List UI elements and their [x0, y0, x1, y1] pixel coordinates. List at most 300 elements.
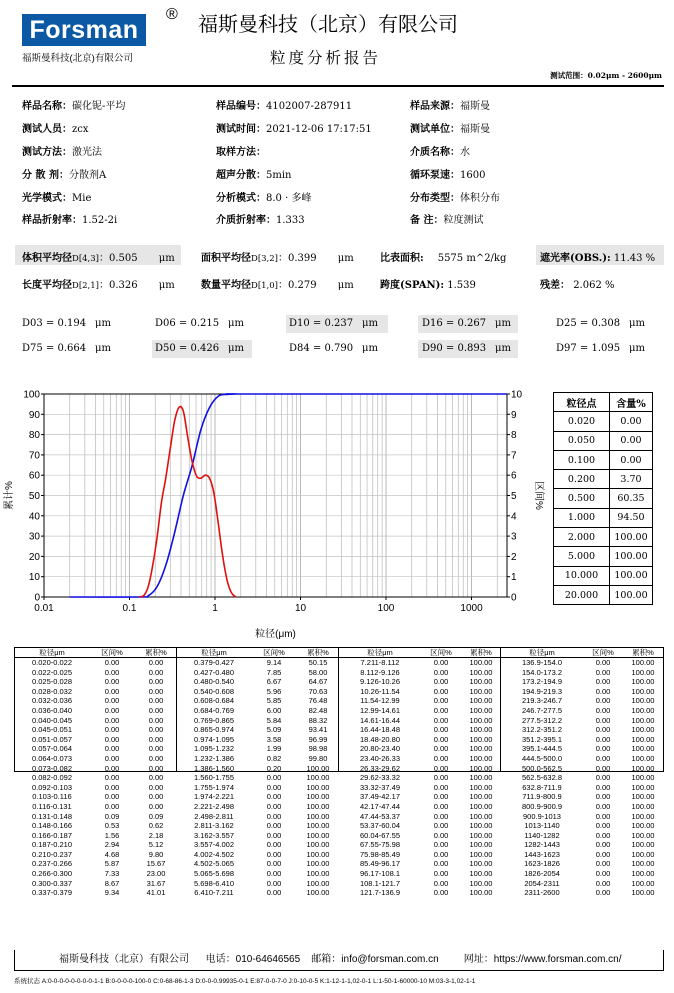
stat-residual: 残差： 2.062 %: [540, 280, 615, 291]
data-row: [339, 888, 501, 898]
x-tick-label: 1: [212, 603, 218, 614]
y-left-tick-label: 70: [28, 450, 40, 462]
data-cell: 100.00: [631, 705, 655, 715]
data-cell: 0.00: [433, 705, 449, 715]
data-cell: 0.00: [148, 753, 164, 763]
data-row: [339, 696, 501, 706]
data-row: [501, 773, 663, 783]
y-right-tick-label: 2: [511, 551, 517, 563]
data-cell: 0.974-1.095: [193, 734, 235, 744]
data-cell: 100.00: [469, 734, 493, 744]
y-axis-left-label: 累计%: [4, 481, 15, 510]
data-cell: 3.557-4.002: [193, 840, 235, 850]
data-row: [339, 668, 501, 678]
data-row: [177, 869, 339, 879]
data-row: [177, 888, 339, 898]
data-row: [339, 764, 501, 774]
data-cell: 0.00: [148, 801, 164, 811]
data-cell: 632.8-711.9: [522, 782, 562, 792]
data-cell: 0.00: [148, 734, 164, 744]
data-cell: 0.00: [266, 811, 282, 821]
info-field: 样品名称：碳化铌-平均: [22, 101, 126, 112]
data-cell: 100.00: [631, 744, 655, 754]
data-cell: 0.62: [148, 821, 164, 831]
dvalue-label: D50 = 0.426: [155, 343, 220, 354]
data-cell: 7.211-8.112: [360, 658, 400, 667]
data-cell: 0.00: [595, 753, 611, 763]
data-cell: 0.00: [148, 686, 164, 696]
data-row: [15, 687, 177, 697]
data-cell: 100.00: [631, 830, 655, 840]
data-cell: 100.00: [469, 801, 493, 811]
data-cell: 8.112-9.126: [360, 667, 400, 677]
data-cell: 0.427-0.480: [193, 667, 235, 677]
data-cell: 0.057-0.064: [31, 744, 73, 754]
data-row: [15, 754, 177, 764]
data-cell: 100.00: [469, 725, 493, 735]
data-cell: 9.126-10.26: [359, 677, 401, 687]
data-cell: 219.3-246.7: [521, 696, 563, 706]
data-row: [339, 859, 501, 869]
x-tick-label: 0.01: [34, 603, 54, 614]
data-cell: 0.09: [104, 811, 120, 821]
data-cell: 0.608-0.684: [193, 696, 235, 706]
cum-cell: 0.00: [610, 431, 653, 450]
data-row: [15, 773, 177, 783]
data-cell: 0.00: [104, 734, 120, 744]
data-cell: 277.5-312.2: [521, 715, 563, 725]
data-cell: 0.131-0.148: [31, 811, 73, 821]
data-cell: 0.00: [266, 869, 282, 879]
data-cell: 4.68: [104, 849, 120, 859]
dvalue-unit: μm: [495, 318, 511, 329]
data-cell: 0.20: [266, 763, 282, 773]
y-right-tick-label: 10: [511, 389, 523, 401]
data-cell: 5.96: [266, 686, 282, 696]
data-cell: 10.26-11.54: [360, 686, 400, 696]
y-left-tick-label: 40: [28, 511, 40, 523]
data-row: [177, 850, 339, 860]
data-cell: 14.61-16.44: [359, 715, 401, 725]
data-cell: 444.5-500.0: [521, 753, 563, 763]
data-cell: 0.00: [595, 878, 611, 888]
data-cell: 0.00: [104, 763, 120, 773]
data-cell: 100.00: [631, 753, 655, 763]
dvalue-unit: μm: [228, 343, 244, 354]
data-cell: 100.00: [631, 840, 655, 850]
data-cell: 0.00: [266, 782, 282, 792]
data-row: [501, 792, 663, 802]
data-cell: 0.00: [266, 878, 282, 888]
data-cell: 395.1-444.5: [521, 744, 563, 754]
data-cell: 0.00: [148, 696, 164, 706]
data-cell: 0.00: [104, 705, 120, 715]
data-row: [15, 735, 177, 745]
data-cell: 0.00: [266, 849, 282, 859]
data-row: [501, 725, 663, 735]
data-cell: 23.00: [146, 869, 166, 879]
data-row: [177, 687, 339, 697]
cum-row: [554, 489, 653, 508]
data-cell: 5.09: [266, 725, 282, 735]
data-cell: 26.33-29.62: [359, 763, 401, 773]
data-cell: 70.63: [308, 686, 328, 696]
cum-row: [554, 566, 653, 585]
data-row: [15, 859, 177, 869]
data-cell: 1.56: [104, 830, 120, 840]
cum-row: [554, 528, 653, 547]
data-cell: 9.34: [104, 888, 120, 898]
data-row: [501, 687, 663, 697]
data-row: [15, 821, 177, 831]
y-right-tick-label: 7: [511, 450, 517, 462]
data-cell: 100.00: [469, 840, 493, 850]
x-axis-label: 粒径(μm): [255, 629, 296, 640]
data-header: 粒径μm: [501, 648, 583, 658]
data-cell: 100.00: [306, 878, 330, 888]
dvalue-unit: μm: [629, 343, 645, 354]
cum-cell: 0.00: [610, 450, 653, 469]
data-cell: 0.00: [104, 792, 120, 802]
data-cell: 0.00: [433, 830, 449, 840]
data-row: [15, 831, 177, 841]
data-row: [501, 783, 663, 793]
cum-cell: 100.00: [610, 566, 653, 585]
data-cell: 0.00: [104, 744, 120, 754]
data-cell: 0.09: [148, 811, 164, 821]
data-cell: 173.2-194.9: [521, 677, 563, 687]
data-cell: 100.00: [469, 696, 493, 706]
data-cell: 15.67: [146, 859, 166, 869]
data-cell: 0.116-0.131: [32, 801, 72, 811]
data-cell: 100.00: [469, 686, 493, 696]
data-row: [15, 716, 177, 726]
data-cell: 11.54-12.99: [360, 696, 400, 706]
data-row: [15, 744, 177, 754]
data-row: [339, 812, 501, 822]
data-cell: 136.9-154.0: [521, 658, 563, 667]
data-cell: 20.80-23.40: [359, 744, 401, 754]
info-field: 样品折射率：1.52-2i: [22, 215, 118, 226]
data-cell: 12.99-14.61: [359, 705, 401, 715]
y-right-tick-label: 8: [511, 430, 517, 442]
data-cell: 0.00: [595, 782, 611, 792]
chart-grid: [44, 394, 507, 597]
data-cell: 5.85: [266, 696, 282, 706]
data-cell: 58.00: [308, 667, 328, 677]
data-cell: 711.9-800.9: [522, 792, 562, 802]
data-row: [15, 706, 177, 716]
cum-cell: 0.020: [554, 412, 610, 431]
data-cell: 0.092-0.103: [31, 782, 73, 792]
data-cell: 0.00: [595, 869, 611, 879]
data-cell: 0.036-0.040: [31, 705, 73, 715]
data-row: [177, 802, 339, 812]
data-row: [339, 792, 501, 802]
data-cell: 7.33: [104, 869, 120, 879]
data-cell: 31.67: [146, 878, 166, 888]
data-cell: 0.064-0.073: [31, 753, 73, 763]
registered-mark: ®: [166, 6, 178, 23]
data-cell: 312.2-351.2: [521, 725, 563, 735]
info-field: 测试单位：福斯曼: [410, 124, 490, 135]
y-right-tick-label: 3: [511, 531, 517, 543]
data-row: [15, 802, 177, 812]
data-cell: 0.00: [595, 686, 611, 696]
data-cell: 154.0-173.2: [521, 667, 563, 677]
x-tick-label: 0.1: [122, 603, 137, 614]
data-row: [15, 840, 177, 850]
data-cell: 0.00: [595, 677, 611, 687]
dvalue-label: D75 = 0.664: [22, 343, 87, 354]
data-row: [177, 668, 339, 678]
data-cell: 67.55-75.98: [359, 840, 401, 850]
info-field: 分布类型：体积分布: [410, 193, 500, 204]
data-cell: 0.00: [266, 859, 282, 869]
data-cell: 75.98-85.49: [359, 849, 401, 859]
cum-row: [554, 508, 653, 527]
data-cell: 0.480-0.540: [193, 677, 235, 687]
data-cell: 0.00: [266, 830, 282, 840]
data-block: [177, 648, 339, 898]
data-cell: 0.00: [595, 840, 611, 850]
data-cell: 0.00: [148, 658, 164, 667]
data-cell: 5.065-5.698: [193, 869, 235, 879]
data-cell: 0.00: [595, 849, 611, 859]
stat-d10: 数量平均径D[1,0]：0.279 μm: [201, 280, 354, 291]
data-cell: 0.210-0.237: [31, 849, 73, 859]
data-row: [501, 754, 663, 764]
data-cell: 98.98: [308, 744, 328, 754]
data-cell: 100.00: [306, 782, 330, 792]
cum-cell: 2.000: [554, 528, 610, 547]
data-cell: 2.498-2.811: [194, 811, 234, 821]
data-cell: 0.00: [148, 763, 164, 773]
info-field: 超声分散：5min: [216, 170, 292, 181]
data-header: 粒径μm: [15, 648, 89, 658]
data-cell: 100.00: [469, 744, 493, 754]
y-right-tick-label: 4: [511, 511, 517, 523]
data-cell: 42.17-47.44: [359, 801, 401, 811]
data-cell: 1.232-1.386: [193, 753, 235, 763]
data-cell: 1013-1140: [524, 821, 560, 831]
y-left-tick-label: 60: [28, 470, 40, 482]
data-cell: 100.00: [631, 792, 655, 802]
data-row: [339, 840, 501, 850]
dvalue-label: D90 = 0.893: [422, 343, 487, 354]
data-cell: 100.00: [631, 725, 655, 735]
data-row: [177, 879, 339, 889]
report-title: 粒度分析报告: [270, 49, 382, 67]
cum-cell: 100.00: [610, 585, 653, 604]
data-header: 区间%: [583, 648, 623, 658]
data-cell: 100.00: [469, 677, 493, 687]
cum-cell: 20.000: [554, 585, 610, 604]
y-axis-right-label: 区间%: [533, 481, 544, 510]
data-row: [177, 696, 339, 706]
cum-cell: 3.70: [610, 470, 653, 489]
data-row: [15, 879, 177, 889]
data-cell: 100.00: [631, 773, 655, 783]
data-cell: 100.00: [469, 715, 493, 725]
data-row: [501, 744, 663, 754]
info-field: 分 散 剂：分散剂A: [22, 170, 107, 181]
data-row: [177, 744, 339, 754]
data-header: 区间%: [89, 648, 135, 658]
stat-ssa: 比表面积: 5575 m^2/kg: [380, 253, 507, 264]
data-cell: 23.40-26.33: [359, 753, 401, 763]
data-cell: 0.00: [433, 888, 449, 898]
data-row: [501, 706, 663, 716]
x-tick-label: 100: [377, 603, 395, 614]
dvalue-unit: μm: [95, 343, 111, 354]
data-cell: 100.00: [306, 840, 330, 850]
y-left-tick-label: 100: [23, 389, 40, 401]
data-row: [15, 725, 177, 735]
data-header: 粒径μm: [177, 648, 251, 658]
data-cell: 2054-2311: [524, 878, 560, 888]
data-cell: 100.00: [469, 849, 493, 859]
data-cell: 100.00: [469, 859, 493, 869]
data-row: [15, 869, 177, 879]
data-cell: 0.00: [266, 801, 282, 811]
data-cell: 0.00: [595, 792, 611, 802]
data-cell: 99.80: [308, 753, 328, 763]
data-cell: 0.00: [266, 840, 282, 850]
data-cell: 8.67: [104, 878, 120, 888]
data-header: 累积%: [461, 648, 501, 658]
data-row: [501, 821, 663, 831]
info-field: 介质折射率：1.333: [216, 215, 305, 226]
data-row: [177, 812, 339, 822]
data-cell: 0.00: [104, 715, 120, 725]
dvalue-label: D16 = 0.267: [422, 318, 487, 329]
data-row: [177, 677, 339, 687]
cum-row: [554, 547, 653, 566]
data-cell: 100.00: [469, 705, 493, 715]
data-cell: 100.00: [306, 830, 330, 840]
data-cell: 0.00: [104, 782, 120, 792]
data-cell: 900.9-1013: [523, 811, 561, 821]
data-row: [501, 869, 663, 879]
data-header: 区间%: [251, 648, 297, 658]
stat-span: 跨度(SPAN): 1.539: [380, 280, 476, 291]
y-left-tick-label: 80: [28, 430, 40, 442]
data-cell: 76.48: [308, 696, 328, 706]
data-cell: 0.00: [266, 821, 282, 831]
data-row: [339, 687, 501, 697]
data-cell: 0.00: [433, 734, 449, 744]
data-cell: 100.00: [631, 821, 655, 831]
data-cell: 47.44-53.37: [359, 811, 401, 821]
data-cell: 100.00: [306, 869, 330, 879]
data-cell: 0.00: [595, 763, 611, 773]
data-cell: 500.0-562.5: [521, 763, 563, 773]
data-row: [501, 764, 663, 774]
data-cell: 1623-1826: [524, 859, 560, 869]
data-cell: 100.00: [306, 888, 330, 898]
data-cell: 0.045-0.051: [31, 725, 73, 735]
data-cell: 0.540-0.608: [193, 686, 235, 696]
data-cell: 0.187-0.210: [31, 840, 73, 850]
data-cell: 0.00: [433, 782, 449, 792]
data-cell: 108.1-121.7: [359, 878, 401, 888]
data-cell: 100.00: [306, 811, 330, 821]
data-cell: 100.00: [306, 801, 330, 811]
data-cell: 100.00: [469, 811, 493, 821]
data-cell: 2.811-3.162: [194, 821, 234, 831]
data-cell: 100.00: [469, 667, 493, 677]
data-cell: 0.00: [104, 753, 120, 763]
data-cell: 6.67: [266, 677, 282, 687]
data-row: [501, 658, 663, 668]
data-cell: 0.00: [148, 744, 164, 754]
x-tick-label: 1000: [460, 603, 483, 614]
data-cell: 121.7-136.9: [359, 888, 401, 898]
info-field: 备 注：粒度测试: [410, 215, 484, 226]
data-cell: 0.82: [266, 753, 282, 763]
data-cell: 100.00: [631, 715, 655, 725]
data-cell: 0.769-0.865: [193, 715, 235, 725]
data-cell: 100.00: [469, 821, 493, 831]
cum-cell: 0.050: [554, 431, 610, 450]
data-cell: 0.040-0.045: [31, 715, 73, 725]
header-divider: [12, 85, 664, 87]
dvalue-unit: μm: [228, 318, 244, 329]
data-cell: 0.00: [148, 773, 164, 783]
data-cell: 0.237-0.266: [31, 859, 73, 869]
y-right-tick-label: 5: [511, 491, 517, 502]
dvalue-unit: μm: [362, 343, 378, 354]
data-cell: 0.00: [433, 849, 449, 859]
data-row: [339, 773, 501, 783]
cum-cell: 0.100: [554, 450, 610, 469]
data-cell: 100.00: [469, 763, 493, 773]
cum-cell: 94.50: [610, 508, 653, 527]
data-cell: 1.99: [266, 744, 282, 754]
data-cell: 96.99: [308, 734, 328, 744]
data-row: [501, 677, 663, 687]
data-cell: 53.37-60.04: [359, 821, 401, 831]
cum-header: 粒径点: [554, 393, 610, 412]
data-cell: 33.32-37.49: [359, 782, 401, 792]
info-field: 样品来源：福斯曼: [410, 101, 490, 112]
data-cell: 0.00: [433, 753, 449, 763]
data-row: [501, 859, 663, 869]
data-row: [339, 754, 501, 764]
data-cell: 0.00: [433, 801, 449, 811]
stat-obs: 遮光率(OBS.): 11.43 %: [540, 253, 656, 264]
data-cell: 100.00: [631, 849, 655, 859]
data-row: [177, 754, 339, 764]
info-field: 分析模式：8.0 · 多峰: [216, 193, 312, 204]
data-row: [339, 744, 501, 754]
company-name: 福斯曼科技（北京）有限公司: [198, 12, 458, 36]
data-cell: 0.300-0.337: [31, 878, 73, 888]
data-cell: 100.00: [306, 792, 330, 802]
data-cell: 0.00: [104, 677, 120, 687]
data-cell: 100.00: [631, 667, 655, 677]
data-row: [501, 716, 663, 726]
data-row: [501, 888, 663, 898]
data-cell: 0.00: [595, 667, 611, 677]
data-cell: 0.00: [148, 677, 164, 687]
data-row: [339, 869, 501, 879]
dvalue-label: D84 = 0.790: [289, 343, 354, 354]
data-cell: 100.00: [469, 869, 493, 879]
data-cell: 0.00: [433, 677, 449, 687]
data-header: 累积%: [135, 648, 177, 658]
